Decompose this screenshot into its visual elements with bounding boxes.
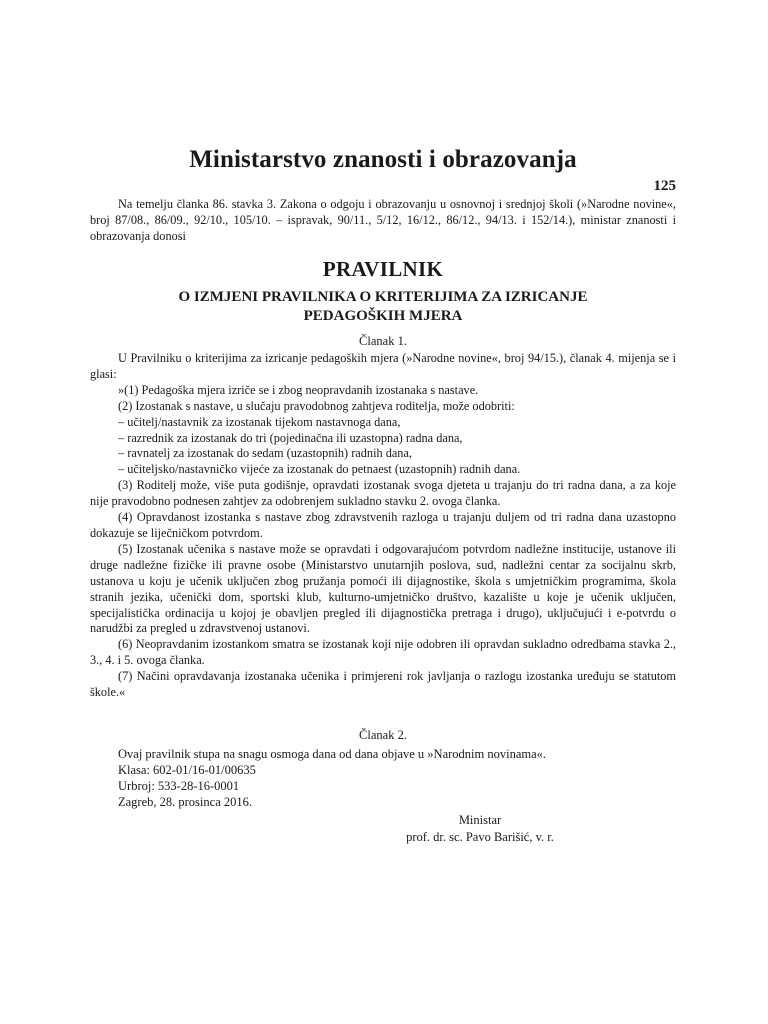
ministry-heading: Ministarstvo znanosti i obrazovanja [189, 146, 577, 173]
urbroj-line: Urbroj: 533-28-16-0001 [118, 779, 240, 794]
article-1-list-item: – ravnatelj za izostanak do sedam (uzastopnih) radnih dana, [118, 446, 412, 461]
place-date-line: Zagreb, 28. prosinca 2016. [118, 795, 252, 810]
intro-paragraph: Na temelju članka 86. stavka 3. Zakona o odgoju i obrazovanju u osnovnoj i srednjoj školi (»Narodne novine«, broj 87/08., 86/09., 92/10., 105/10. – ispravak, 90/11., 5/12, 16/12., 86/12., 94/13. i 152/14.), ministar znanosti i obrazovanja donosi [90, 197, 676, 243]
article-1-body [90, 351, 676, 701]
document-subtitle [90, 288, 676, 326]
klasa-line: Klasa: 602-01/16-01/00635 [118, 763, 256, 778]
article-1-paragraph: (3) Roditelj može, više puta godišnje, opravdati izostanak svoga djeteta u trajanju do tri radna dana, a za koje nije pravodobno podnesen zahtjev za odobrenjem sukladno stavku 2. ovoga članka. [90, 478, 676, 509]
article-1-paragraph: (6) Neopravdanim izostankom smatra se izostanak koji nije odobren ili opravdan sukladno odredbama stavka 2., 3., 4. i 5. ovoga članka. [90, 637, 676, 668]
article-1-paragraph: U Pravilniku o kriterijima za izricanje pedagoških mjera (»Narodne novine«, broj 94/15.), članak 4. mijenja se i glasi: [90, 351, 676, 381]
article-1-paragraph: (7) Načini opravdavanja izostanaka učenika i primjereni rok javljanja o razlogu izostanka uređuju se statutom škole.« [90, 669, 676, 700]
article-1-paragraph: (4) Opravdanost izostanka s nastave zbog zdravstvenih razloga u trajanju duljem od tri radna dana uzastopno dokazuje se liječničkom potvrdom. [90, 510, 676, 540]
article-2-text: Ovaj pravilnik stupa na snagu osmoga dana od dana objave u »Narodnim novinama«. [118, 747, 547, 761]
document-title: PRAVILNIK [322, 257, 444, 281]
article-1-paragraph: (5) Izostanak učenika s nastave može se opravdati i odgovarajućom potvrdom nadležne institucije, ustanove ili druge nadležne fizičke ili pravne osobe (Ministarstvo unutarnjih poslova, sud, nadležni centar za socijalnu skrb, ustanova u koju je učenik uključen zbog pružanja pomoći ili dijagnostike, škola s umjetničkim programima, škola stranih jezika, učenički dom, sportski klub, kulturno-umjetničko društvo, kazalište u koje je učenik uključen, specijalistička ordinacija u kojoj je obavljen pregled ili dijagnostička pretraga i drugo), uključujući i e-potvrdu o narudžbi za pregled u zdravstvenoj ustanovi. [90, 541, 676, 636]
article-1-paragraph: (2) Izostanak s nastave, u slučaju pravodobnog zahtjeva roditelja, može odobriti: [118, 398, 515, 413]
document-number: 125 [653, 178, 676, 194]
article-2-body [90, 746, 676, 810]
article-1-list-item: – učiteljsko/nastavničko vijeće za izostanak do petnaest (uzastopnih) radnih dana. [118, 462, 521, 477]
subtitle-line-1: O IZMJENI PRAVILNIKA O KRITERIJIMA ZA IZRICANJE [178, 289, 588, 305]
subtitle-line-2: PEDAGOŠKIH MJERA [303, 308, 463, 324]
signature-name: prof. dr. sc. Pavo Barišić, v. r. [406, 829, 554, 844]
article-2-heading: Članak 2. [359, 728, 407, 742]
article-1-heading: Članak 1. [359, 334, 407, 348]
article-1-list-item: – razrednik za izostanak do tri (pojedinačna ili uzastopna) radna dana, [118, 430, 463, 445]
signature-block [330, 812, 630, 845]
article-1-list-item: – učitelj/nastavnik za izostanak tijekom nastavnoga dana, [118, 414, 401, 429]
signature-role: Ministar [458, 813, 502, 827]
article-1-paragraph: »(1) Pedagoška mjera izriče se i zbog neopravdanih izostanaka s nastave. [118, 382, 479, 397]
